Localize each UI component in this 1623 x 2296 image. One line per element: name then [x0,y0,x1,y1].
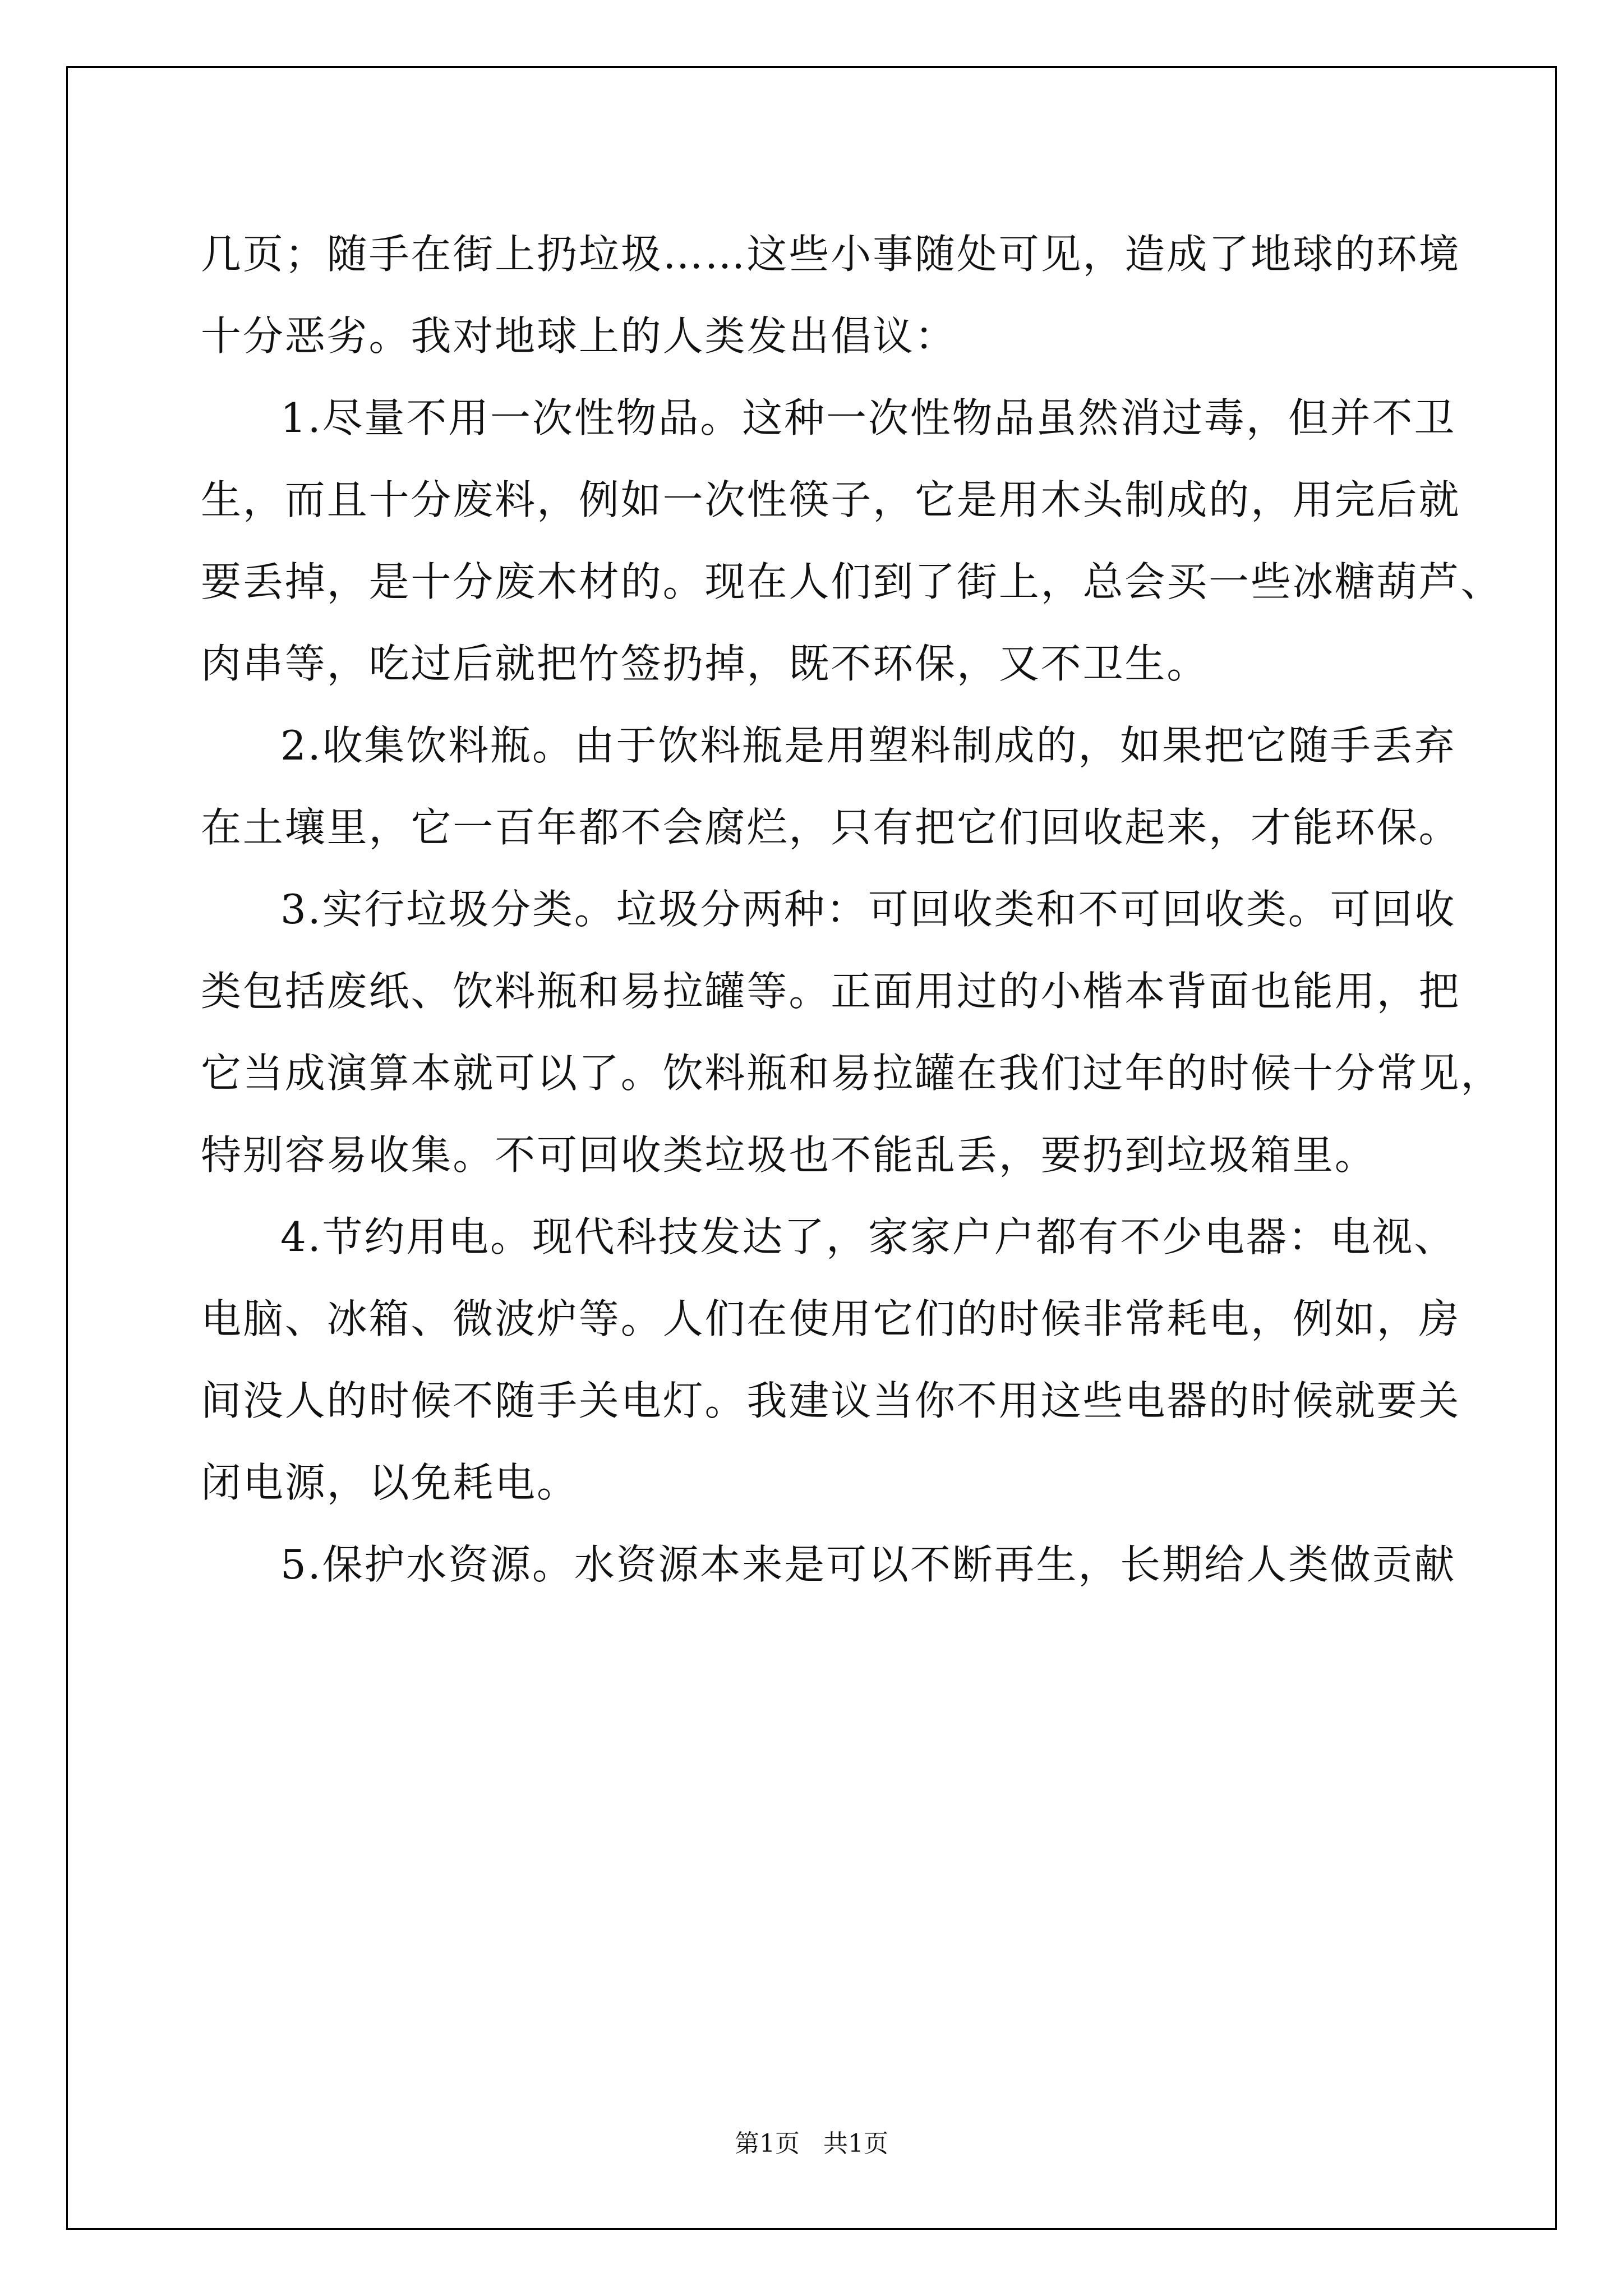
text-line: 肉串等，吃过后就把竹签扔掉，既不环保，又不卫生。 [201,640,1209,687]
page-footer [0,2127,1623,2161]
text-line: 在土壤里，它一百年都不会腐烂，只有把它们回收起来，才能环保。 [201,804,1461,851]
text-line: 类包括废纸、饮料瓶和易拉罐等。正面用过的小楷本背面也能用，把 [201,968,1461,1015]
text-line: 它当成演算本就可以了。饮料瓶和易拉罐在我们过年的时候十分常见， [201,1050,1503,1097]
text-line: 十分恶劣。我对地球上的人类发出倡议： [201,312,957,360]
text-line: 5.保护水资源。水资源本来是可以不断再生，长期给人类做贡献 [280,1541,1456,1588]
text-line: 间没人的时候不随手关电灯。我建议当你不用这些电器的时候就要关 [201,1377,1461,1424]
text-line: 4.节约用电。现代科技发达了，家家户户都有不少电器：电视、 [280,1213,1456,1260]
text-line: 几页；随手在街上扔垃圾……这些小事随处可见，造成了地球的环境 [201,231,1461,278]
document-body [201,213,1503,1605]
text-line: 特别容易收集。不可回收类垃圾也不能乱丢，要扔到垃圾箱里。 [201,1131,1377,1179]
text-line: 闭电源，以免耗电。 [201,1459,579,1506]
page-total: 共1页 [823,2129,888,2158]
text-line: 生，而且十分废料，例如一次性筷子，它是用木头制成的，用完后就 [201,476,1461,523]
page-number: 第1页 [735,2129,800,2158]
text-line: 1.尽量不用一次性物品。这种一次性物品虽然消过毒，但并不卫 [280,394,1456,441]
text-line: 电脑、冰箱、微波炉等。人们在使用它们的时候非常耗电，例如，房 [201,1295,1461,1342]
text-line: 3.实行垃圾分类。垃圾分两种：可回收类和不可回收类。可回收 [280,886,1456,933]
text-line: 要丢掉，是十分废木材的。现在人们到了街上，总会买一些冰糖葫芦、 [201,558,1503,605]
text-line: 2.收集饮料瓶。由于饮料瓶是用塑料制成的，如果把它随手丢弃 [280,722,1456,769]
